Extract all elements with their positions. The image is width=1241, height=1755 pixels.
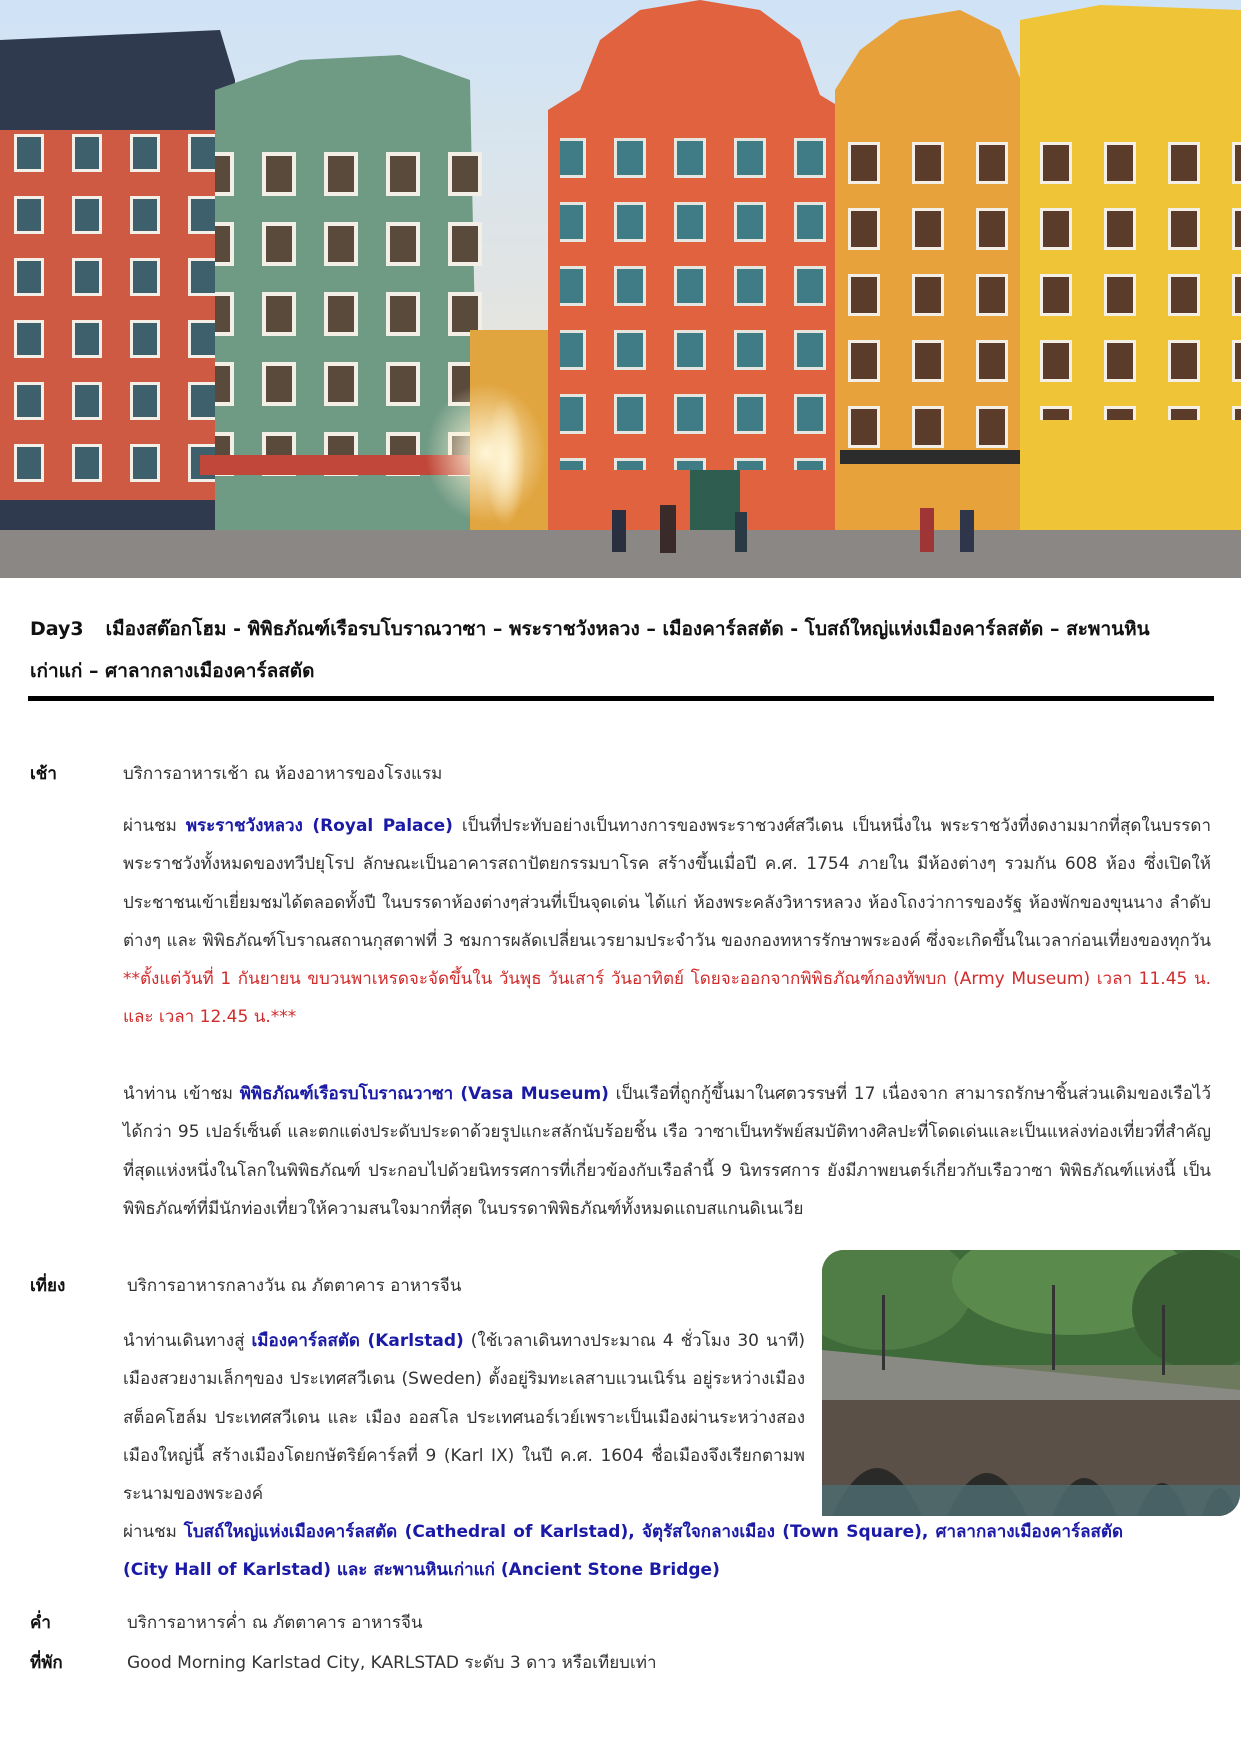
paragraph-royal-palace [123,807,1211,1037]
highlight-vasa-museum: พิพิธภัณฑ์เรือรบโบราณวาซา (Vasa Museum) [239,1084,609,1104]
p2-text: เป็นเรือที่ถูกกู้ขึ้นมาในศตวรรษที่ 17 เนื่องจาก สามารถรักษาชิ้นส่วนเดิมของเรือไว้ได้กว่า 95 เปอร์เซ็นต์ และตกแต่งประดับประดาด้วยรูปแกะสลักนับร้อยชิ้น เรือ วาซาเป็นทรัพย์สมบัติทางศิลปะที่โดดเด่นและเป็นแหล่งท่องเที่ยวที่สำคัญที่สุดแห่งหนึ่งในโลกในพิพิธภัณฑ์ ประกอบไปด้วยนิทรรศการที่เกี่ยวข้องกับเรือลำนี้ 9 นิทรรศการ ยังมีภาพยนตร์เกี่ยวกับเรือวาซา พิพิธภัณฑ์แห่งนี้ เป็นพิพิธภัณฑ์ที่มีนักท่องเที่ยวให้ความสนใจมากที่สุด ในบรรดาพิพิธภัณฑ์ทั้งหมดแถบสแกนดิเนเวีย [123,1084,1211,1219]
highlight-karlstad-sights: โบสถ์ใหญ่แห่งเมืองคาร์ลสตัด (Cathedral of Karlstad), จัตุรัสใจกลางเมือง (Town Square), ศาลากลางเมืองคาร์ลสตัด (City Hall of Karlstad) และ สะพานหินเก่าแก่ (Ancient Stone Bridge) [123,1522,1123,1581]
meal-label-evening: ค่ำ [30,1613,51,1633]
day-code: Day3 [30,618,84,640]
hero-photo-stockholm [0,0,1241,578]
photo-stone-bridge [822,1250,1240,1516]
meal-label-noon: เที่ยง [30,1276,66,1296]
p3-text: (ใช้เวลาเดินทางประมาณ 4 ชั่วโมง 30 นาที) เมืองสวยงามเล็กๆของ ประเทศสวีเดน (Sweden) ตั้งอยู่ริมทะเลสาบแวนเนิร์น อยู่ระหว่างเมืองสต็อคโฮล์ม ประเทศสวีเดน และ เมือง ออสโล ประเทศนอร์เวย์เพราะเป็นเมืองผ่านระหว่างสองเมืองใหญ่นี้ สร้างเมืองโดยกษัตริย์คาร์ลที่ 9 (Karl IX) ในปี ค.ศ. 1604 ชื่อเมืองจึงเรียกตามพระนามของพระองค์ [123,1331,805,1505]
p1-pre: ผ่านชม [123,816,186,836]
hotel-label: ที่พัก [30,1653,63,1673]
highlight-karlstad: เมืองคาร์ลสตัด (Karlstad) [251,1331,464,1351]
p4-pre: ผ่านชม [123,1522,184,1542]
heading-divider [28,696,1214,701]
p2-pre: นำท่าน เข้าชม [123,1084,240,1104]
p3-pre: นำท่านเดินทางสู่ [123,1331,252,1351]
day-title-line1: เมืองสต๊อกโฮม - พิพิธภัณฑ์เรือรบโบราณวาซา – พระราชวังหลวง – เมืองคาร์ลสตัด - โบสถ์ใหญ่แห่งเมืองคาร์ลสตัด – สะพานหิน [105,618,1150,640]
paragraph-karlstad-sights [123,1513,1123,1590]
day-heading [30,608,1220,692]
highlight-royal-palace: พระราชวังหลวง (Royal Palace) [185,816,453,836]
meal-text-morning: บริการอาหารเช้า ณ ห้องอาหารของโรงแรม [123,764,443,784]
paragraph-vasa-museum [123,1075,1211,1228]
meal-text-evening: บริการอาหารค่ำ ณ ภัตตาคาร อาหารจีน [127,1613,423,1633]
day-title-line2: เก่าแก่ – ศาลากลางเมืองคาร์ลสตัด [30,660,315,682]
p1-text: เป็นที่ประทับอย่างเป็นทางการของพระราชวงศ์สวีเดน เป็นหนึ่งใน พระราชวังที่งดงามมากที่สุดในบรรดาพระราชวังทั้งหมดของทวีปยุโรป ลักษณะเป็นอาคารสถาปัตยกรรมบาโรค สร้างขึ้นเมื่อปี ค.ศ. 1754 ภายใน มีห้องต่างๆ รวมกัน 608 ห้อง ซึ่งเปิดให้ประชาชนเข้าเยี่ยมชมได้ตลอดทั้งปี ในบรรดาห้องต่างๆส่วนที่เป็นจุดเด่น ได้แก่ ห้องพระคลังวิหารหลวง ห้องโถงว่าการของรัฐ ห้องพักของขุนนาง ลำดับต่างๆ และ พิพิธภัณฑ์โบราณสถานกุสตาฟที่ 3 ชมการผลัดเปลี่ยนเวรยามประจำวัน ของกองทหารรักษาพระองค์ ซึ่งจะเกิดขึ้นในเวลาก่อนเที่ยงของทุกวัน [123,816,1211,951]
hotel-name: Good Morning Karlstad City, KARLSTAD ระดับ 3 ดาว หรือเทียบเท่า [127,1653,657,1673]
meal-label-morning: เช้า [30,764,57,784]
meal-text-noon: บริการอาหารกลางวัน ณ ภัตตาคาร อาหารจีน [127,1276,462,1296]
parade-note: **ตั้งแต่วันที่ 1 กันยายน ขบวนพาเหรดจะจัดขึ้นใน วันพุธ วันเสาร์ วันอาทิตย์ โดยจะออกจากพิพิธภัณฑ์กองทัพบก (Army Museum) เวลา 11.45 น. และ เวลา 12.45 น.*** [123,969,1211,1028]
paragraph-karlstad [123,1322,805,1513]
